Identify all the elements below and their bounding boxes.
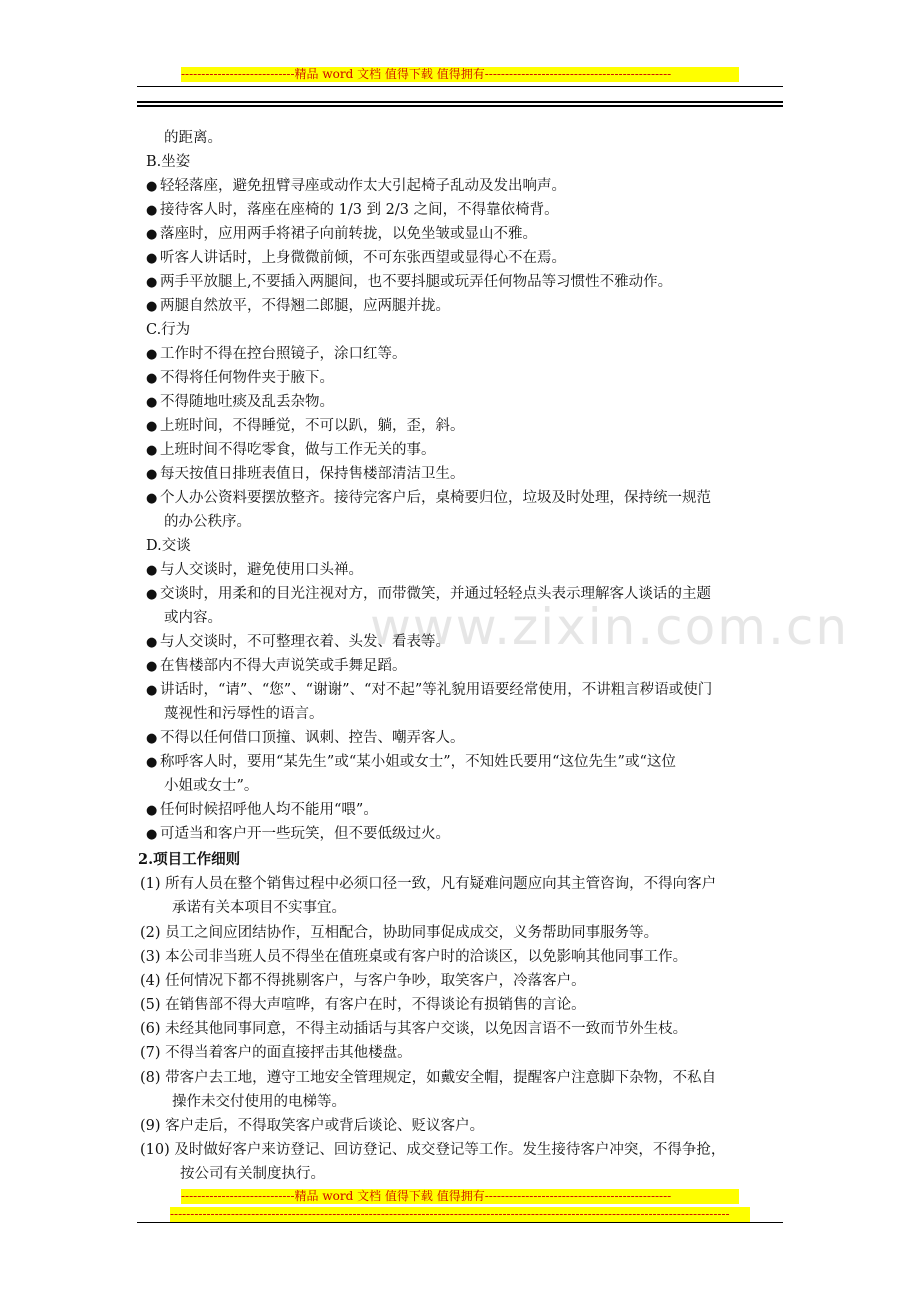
list-item: ● 接待客人时，落座在座椅的 1/3 到 2/3 之间，不得靠依椅背。 [146,200,559,221]
rule-item: (9) 客户走后，不得取笑客户或背后谈论、贬议客户。 [140,1118,485,1134]
rule-item: (6) 未经其他同事同意，不得主动插话与其客户交谈，以免因言语不一致而节外生枝。 [140,1021,688,1037]
list-item-continuation: 的办公秩序。 [164,514,251,530]
text-line: 的距离。 [164,130,222,146]
section-heading-c: C.行为 [146,322,191,338]
list-item-continuation: 蔑视性和污辱性的语言。 [164,706,324,722]
list-item-continuation: 或内容。 [164,610,222,626]
list-item: ● 轻轻落座，避免扭臂寻座或动作太大引起椅子乱动及发出响声。 [146,176,566,197]
section-heading-d: D.交谈 [146,538,191,554]
header-rule-thin [137,86,783,87]
list-item: ● 上班时间不得吃零食，做与工作无关的事。 [146,440,436,461]
rule-item: (10) 及时做好客户来访登记、回访登记、成交登记等工作。发生接待客户冲突，不得争抢， [140,1142,726,1158]
bullet-icon: ● [146,275,158,290]
rule-item: (3) 本公司非当班人员不得坐在值班桌或有客户时的洽谈区，以免影响其他同事工作。 [140,949,688,965]
footer-rule [137,1222,783,1223]
section-heading-2: 2.项目工作细则 [138,851,241,868]
bullet-icon: ● [146,803,158,818]
list-item: ● 交谈时，用柔和的目光注视对方，而带微笑，并通过轻轻点头表示理解客人谈话的主题 [146,584,711,605]
list-item: ● 在售楼部内不得大声说笑或手舞足蹈。 [146,656,407,677]
bullet-icon: ● [146,731,158,746]
rule-item: (4) 任何情况下都不得挑剔客户，与客户争吵，取笑客户，冷落客户。 [140,973,586,989]
bullet-icon: ● [146,251,158,266]
header-banner: ----------------------------精品 word 文档 值得下载 值得拥有---------------------------------------------- [181,67,739,82]
bullet-icon: ● [146,299,158,314]
bullet-icon: ● [146,683,158,698]
bullet-icon: ● [146,443,158,458]
list-item: ● 听客人讲话时，上身微微前倾，不可东张西望或显得心不在焉。 [146,248,566,269]
rule-item-continuation: 操作未交付使用的电梯等。 [172,1094,346,1110]
bullet-icon: ● [146,395,158,410]
bullet-icon: ● [146,467,158,482]
bullet-icon: ● [146,371,158,386]
list-item: ● 称呼客人时，要用“某先生”或“某小姐或女士”，不知姓氏要用“这位先生”或“这位 [146,752,676,773]
list-item: ● 落座时，应用两手将裙子向前转拢，以免坐皱或显山不雅。 [146,224,537,245]
bullet-icon: ● [146,827,158,842]
list-item: ● 个人办公资料要摆放整齐。接待完客户后，桌椅要归位，垃圾及时处理，保持统一规范 [146,488,711,509]
bullet-icon: ● [146,419,158,434]
rule-item: (8) 带客户去工地，遵守工地安全管理规定，如戴安全帽，提醒客户注意脚下杂物，不私自 [140,1070,717,1086]
list-item: ● 可适当和客户开一些玩笑，但不要低级过火。 [146,824,450,845]
list-item: ● 两手平放腿上,不要插入两腿间，也不要抖腿或玩弄任何物品等习惯性不雅动作。 [146,272,672,293]
rule-item: (7) 不得当着客户的面直接抨击其他楼盘。 [140,1045,412,1061]
rule-item: (2) 员工之间应团结协作，互相配合，协助同事促成成交，义务帮助同事服务等。 [140,925,659,941]
header-rule-thick-2 [137,105,783,107]
bullet-icon: ● [146,563,158,578]
watermark: www.zixin.com.cn [370,598,850,656]
bullet-icon: ● [146,347,158,362]
bullet-icon: ● [146,491,158,506]
header-rule-thick-1 [137,101,783,103]
list-item: ● 任何时候招呼他人均不能用“喂”。 [146,800,378,821]
list-item: ● 两腿自然放平，不得翘二郎腿，应两腿并拢。 [146,296,450,317]
list-item: ● 与人交谈时，不可整理衣着、头发、看表等。 [146,632,450,653]
bullet-icon: ● [146,227,158,242]
rule-item-continuation: 承诺有关本项目不实事宜。 [172,900,346,916]
list-item: ● 不得以任何借口顶撞、讽刺、控告、嘲弄客人。 [146,728,465,749]
section-heading-b: B.坐姿 [146,154,191,170]
bullet-icon: ● [146,659,158,674]
bullet-icon: ● [146,179,158,194]
footer-banner: ----------------------------精品 word 文档 值得下载 值得拥有---------------------------------------------- [181,1189,739,1204]
list-item: ● 工作时不得在控台照镜子，涂口红等。 [146,344,407,365]
rule-item: (5) 在销售部不得大声喧哗，有客户在时，不得谈论有损销售的言论。 [140,997,586,1013]
list-item: ● 与人交谈时，避免使用口头禅。 [146,560,363,581]
bullet-icon: ● [146,635,158,650]
list-item: ● 讲话时，“请”、“您”、“谢谢”、“对不起”等礼貌用语要经常使用，不讲粗言秽语或使门 [146,680,712,701]
list-item: ● 每天按值日排班表值日，保持售楼部清洁卫生。 [146,464,465,485]
bullet-icon: ● [146,755,158,770]
list-item: ● 不得将任何物件夹于腋下。 [146,368,334,389]
rule-item: (1) 所有人员在整个销售过程中必须口径一致，凡有疑难问题应向其主管咨询，不得向客户 [140,876,717,892]
list-item-continuation: 小姐或女士”。 [164,778,259,794]
bullet-icon: ● [146,587,158,602]
list-item: ● 不得随地吐痰及乱丢杂物。 [146,392,334,413]
footer-dash-line: ------------------------------------------------------------------------------------------------------------------------------------------ [170,1207,750,1222]
rule-item-continuation: 按公司有关制度执行。 [180,1166,325,1182]
bullet-icon: ● [146,203,158,218]
list-item: ● 上班时间，不得睡觉，不可以趴，躺，歪，斜。 [146,416,465,437]
